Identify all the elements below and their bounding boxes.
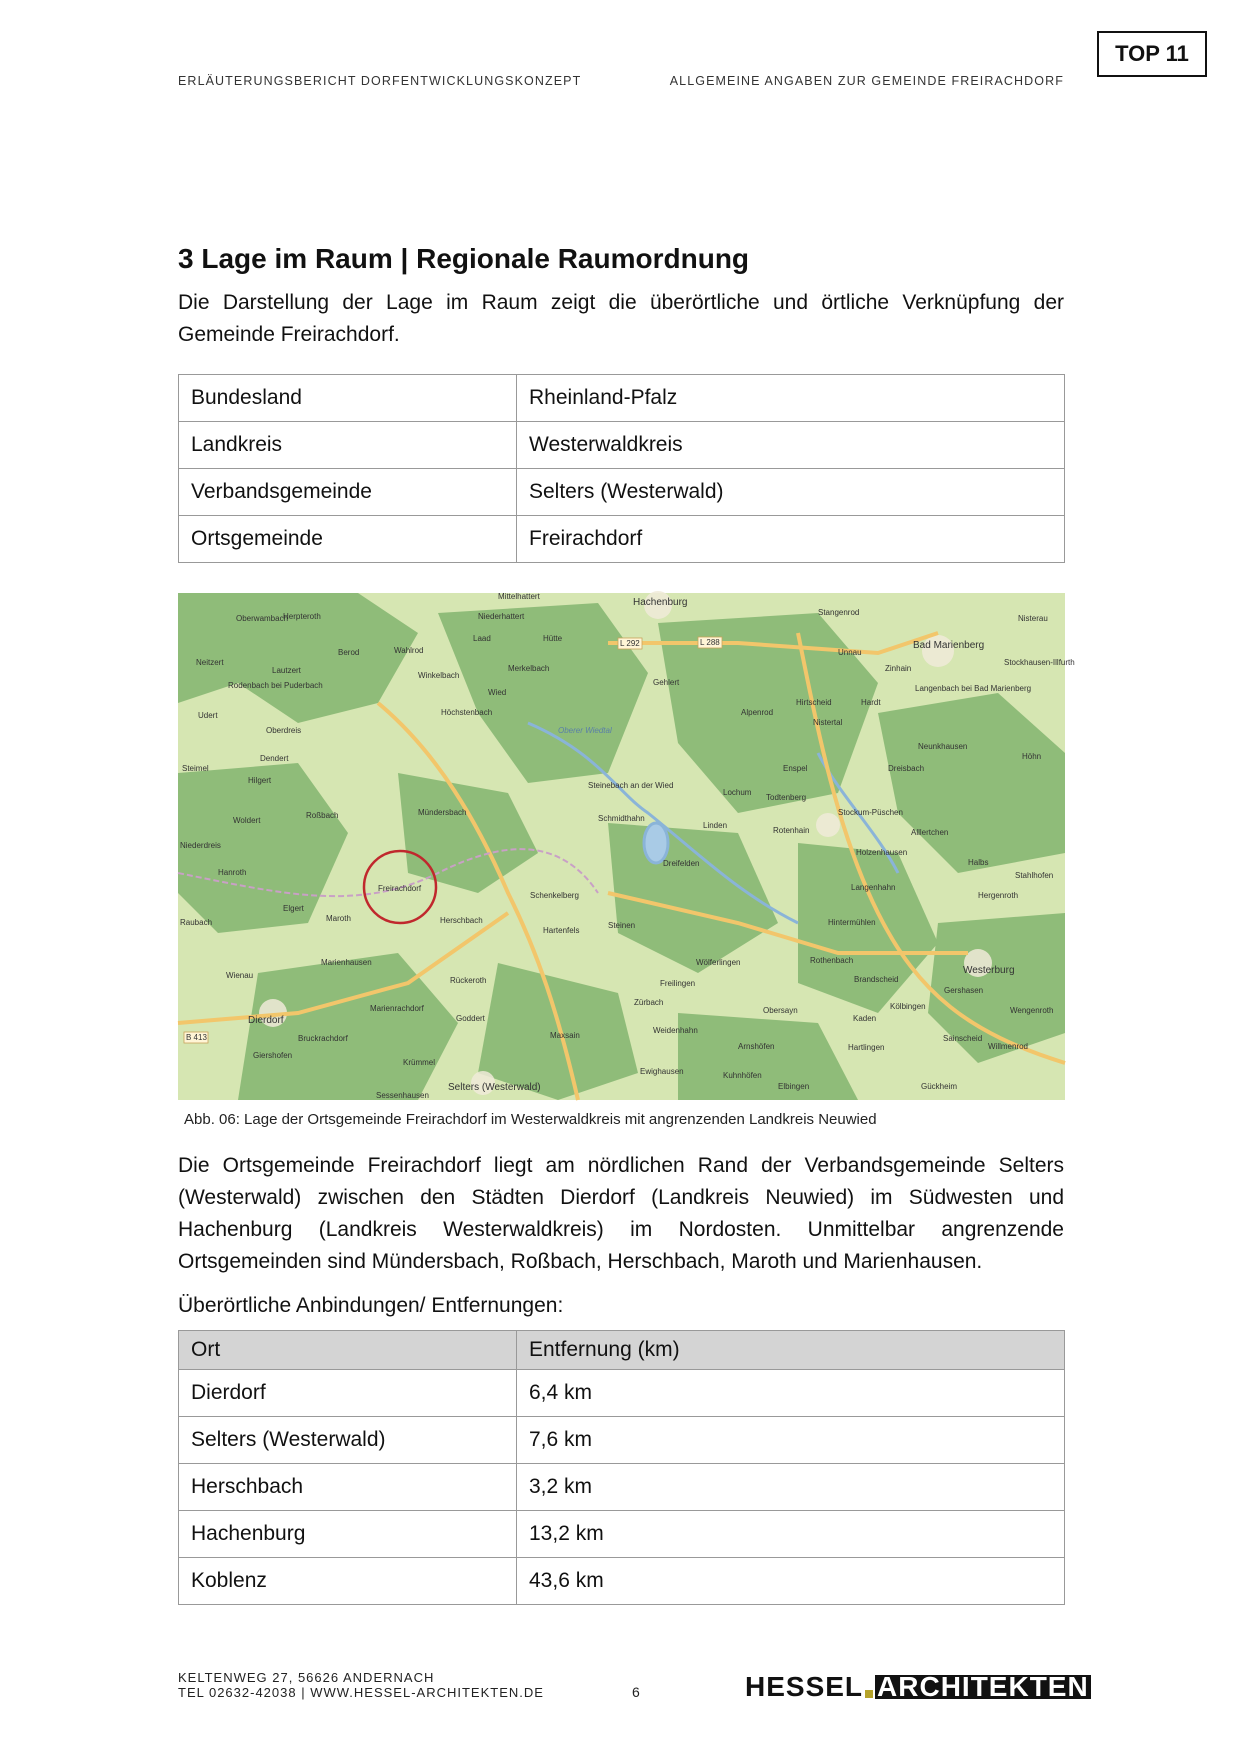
- ort-cell: Hachenburg: [179, 1511, 517, 1558]
- road-label: B 413: [186, 1033, 207, 1042]
- map-label: Gückheim: [921, 1082, 958, 1091]
- map-label: Lochum: [723, 788, 752, 797]
- map-label: Hintermühlen: [828, 918, 876, 927]
- map-label: Hartenfels: [543, 926, 580, 935]
- map-label: Langenhahn: [851, 883, 896, 892]
- map-label: Merkelbach: [508, 664, 550, 673]
- map-label: Willmenrod: [988, 1042, 1029, 1051]
- map-label: Steinebach an der Wied: [588, 781, 674, 790]
- map-label: Höhn: [1022, 752, 1042, 761]
- map-label: Hanroth: [218, 868, 247, 877]
- column-header: Ort: [179, 1331, 517, 1370]
- map-label: Halbs: [968, 858, 989, 867]
- table-row: [179, 516, 1065, 563]
- map-label: Wahlrod: [394, 646, 424, 655]
- map-label: Kölbingen: [890, 1002, 926, 1011]
- map-label: Rotenhain: [773, 826, 810, 835]
- map-label: Kuhnhöfen: [723, 1071, 762, 1080]
- map-label: Westerburg: [963, 965, 1015, 976]
- map-label: Hartlingen: [848, 1043, 885, 1052]
- map-label: Wölferlingen: [696, 958, 741, 967]
- map-label: Alllertchen: [911, 828, 949, 837]
- map-label: Dreisbach: [888, 764, 925, 773]
- map-label: Steinen: [608, 921, 636, 930]
- map-label: Bad Marienberg: [913, 640, 985, 651]
- map-label: Herschbach: [440, 916, 483, 925]
- map-label: Wienau: [226, 971, 254, 980]
- table-row: [179, 375, 1065, 422]
- footer-address-block: [178, 1670, 544, 1700]
- logo-dot: [865, 1690, 873, 1698]
- map-label: Rückeroth: [450, 976, 487, 985]
- map-label: Udert: [198, 711, 218, 720]
- map-label: Stockum-Püschen: [838, 808, 903, 817]
- map-label: Woldert: [233, 816, 261, 825]
- ort-cell: Dierdorf: [179, 1370, 517, 1417]
- map-label: Marienhausen: [321, 958, 372, 967]
- map-label: Hütte: [543, 634, 563, 643]
- company-logo: [745, 1668, 1091, 1702]
- km-cell: 6,4 km: [517, 1370, 1065, 1417]
- map-label: Hardt: [861, 698, 881, 707]
- map-label: Roßbach: [306, 811, 339, 820]
- km-cell: 13,2 km: [517, 1511, 1065, 1558]
- map-label: Schenkelberg: [530, 891, 579, 900]
- map-label: Gershasen: [944, 986, 984, 995]
- map-label: Dreifelden: [663, 859, 700, 868]
- ort-cell: Herschbach: [179, 1464, 517, 1511]
- map-label: Gehlert: [653, 678, 680, 687]
- map-label: Oberwambach: [236, 614, 289, 623]
- info-value: Rheinland-Pfalz: [517, 375, 1065, 422]
- map-label: Steimel: [182, 764, 209, 773]
- map-label: Nisterau: [1018, 614, 1048, 623]
- map-label: Maxsain: [550, 1031, 580, 1040]
- map-label: Arnshöfen: [738, 1042, 775, 1051]
- road-label: L 292: [620, 639, 640, 648]
- table-row: [179, 1417, 1065, 1464]
- map-label: Weidenhahn: [653, 1026, 698, 1035]
- map-label: Mündersbach: [418, 808, 467, 817]
- info-value: Westerwaldkreis: [517, 422, 1065, 469]
- ort-cell: Selters (Westerwald): [179, 1417, 517, 1464]
- map-label: Zürbach: [634, 998, 664, 1007]
- map-label: Nistertal: [813, 718, 843, 727]
- map-label: Hilgert: [248, 776, 272, 785]
- map-label: Hirtscheid: [796, 698, 832, 707]
- map-label: Holzenhausen: [856, 848, 908, 857]
- map-label: Zinhain: [885, 664, 912, 673]
- info-label: Verbandsgemeinde: [179, 469, 517, 516]
- header-left: ERLÄUTERUNGSBERICHT DORFENTWICKLUNGSKONZEPT: [178, 74, 582, 88]
- map-label: Linden: [703, 821, 728, 830]
- section-title: 3 Lage im Raum | Regionale Raumordnung: [178, 243, 750, 274]
- map-canvas: [178, 592, 1075, 1100]
- map-label: Todtenberg: [766, 793, 807, 802]
- column-header: Entfernung (km): [517, 1331, 1065, 1370]
- map-label: Goddert: [456, 1014, 485, 1023]
- map-label: Enspel: [783, 764, 808, 773]
- map-label: Stockhausen-Illfurth: [1004, 658, 1075, 667]
- map-label: Freilingen: [660, 979, 696, 988]
- km-cell: 43,6 km: [517, 1558, 1065, 1605]
- map-label: Kaden: [853, 1014, 877, 1023]
- table-header-row: [179, 1331, 1065, 1370]
- map-label: Schmidthahn: [598, 814, 645, 823]
- table-row: [179, 1558, 1065, 1605]
- map-label: Brandscheid: [854, 975, 899, 984]
- map-caption: Abb. 06: Lage der Ortsgemeinde Freirachdorf im Westerwaldkreis mit angrenzenden Landkreis Neuwied: [184, 1111, 877, 1128]
- map-label: Dendert: [260, 754, 289, 763]
- info-label: Ortsgemeinde: [179, 516, 517, 563]
- top-badge: TOP 11: [1097, 31, 1207, 77]
- map-label: Neunkhausen: [918, 742, 968, 751]
- map-label: Wied: [488, 688, 507, 697]
- info-table: [178, 374, 1065, 563]
- map-label: Winkelbach: [418, 671, 460, 680]
- map-label: Bruckrachdorf: [298, 1034, 348, 1043]
- body-paragraph: Die Ortsgemeinde Freirachdorf liegt am nördlichen Rand der Verbandsgemeinde Selters (Westerwald) zwischen den Städten Dierdorf (Landkreis Neuwied) im Südwesten und Hachenburg (Landkreis Westerwaldkreis) im Nordosten. Unmittelbar angrenzende Ortsgemeinden sind Mündersbach, Roßbach, Herschbach, Maroth und Marienhausen.: [178, 1154, 1064, 1273]
- map-label: Marienrachdorf: [370, 1004, 424, 1013]
- map-label: Niederdreis: [180, 841, 221, 850]
- map-label: Elbingen: [778, 1082, 810, 1091]
- map-label: Dierdorf: [248, 1015, 284, 1026]
- map-label: Oberdreis: [266, 726, 302, 735]
- footer-contact: TEL 02632-42038 | WWW.HESSEL-ARCHITEKTEN.DE: [178, 1685, 544, 1700]
- map-label: Rothenbach: [810, 956, 854, 965]
- map-label: Rodenbach bei Puderbach: [228, 681, 323, 690]
- map-label: Ewighausen: [640, 1067, 684, 1076]
- map-label: Hachenburg: [633, 597, 688, 608]
- map-label: Raubach: [180, 918, 213, 927]
- table-row: [179, 469, 1065, 516]
- map-label: Mittelhattert: [498, 592, 540, 601]
- table-row: [179, 1511, 1065, 1558]
- map-label: Elgert: [283, 904, 304, 913]
- map-label: Alpenrod: [741, 708, 774, 717]
- header-right: ALLGEMEINE ANGABEN ZUR GEMEINDE FREIRACHDORF: [669, 74, 1064, 88]
- map-label: Höchstenbach: [441, 708, 493, 717]
- page-number: 6: [632, 1684, 640, 1700]
- table-row: [179, 1370, 1065, 1417]
- km-cell: 7,6 km: [517, 1417, 1065, 1464]
- table-row: [179, 422, 1065, 469]
- map-label: Berod: [338, 648, 360, 657]
- map-label: Herpteroth: [283, 612, 321, 621]
- map-label: Sainscheid: [943, 1034, 983, 1043]
- distances-label: Überörtliche Anbindungen/ Entfernungen:: [178, 1294, 564, 1317]
- map-label: Langenbach bei Bad Marienberg: [915, 684, 1032, 693]
- table-row: [179, 1464, 1065, 1511]
- info-label: Bundesland: [179, 375, 517, 422]
- map-label: Hergenroth: [978, 891, 1019, 900]
- map-label: Obersayn: [763, 1006, 798, 1015]
- map-label: Lautzert: [272, 666, 301, 675]
- map-label: Oberer Wiedtal: [558, 726, 612, 735]
- map-label: Neitzert: [196, 658, 224, 667]
- map-label: Giershofen: [253, 1051, 293, 1060]
- map-label: Unnau: [838, 648, 862, 657]
- road-label: L 288: [700, 638, 720, 647]
- info-label: Landkreis: [179, 422, 517, 469]
- ort-cell: Koblenz: [179, 1558, 517, 1605]
- distance-table: [178, 1330, 1065, 1605]
- map-label: Freirachdorf: [378, 884, 422, 893]
- map-label: Selters (Westerwald): [448, 1082, 541, 1093]
- map-label: Wengenroth: [1010, 1006, 1054, 1015]
- map-label: Niederhattert: [478, 612, 525, 621]
- map-label: Sessenhausen: [376, 1091, 429, 1100]
- logo-text-right: ARCHITEKTEN: [877, 1671, 1089, 1702]
- map-label: Maroth: [326, 914, 351, 923]
- map-label: Stangenrod: [818, 608, 860, 617]
- map-label: Krümmel: [403, 1058, 436, 1067]
- location-map: [178, 592, 1075, 1100]
- map-label: Stahlhofen: [1015, 871, 1054, 880]
- info-value: Freirachdorf: [517, 516, 1065, 563]
- info-value: Selters (Westerwald): [517, 469, 1065, 516]
- map-label: Laad: [473, 634, 491, 643]
- logo-text-left: HESSEL: [745, 1671, 864, 1702]
- km-cell: 3,2 km: [517, 1464, 1065, 1511]
- footer-address: KELTENWEG 27, 56626 ANDERNACH: [178, 1670, 435, 1685]
- intro-paragraph: Die Darstellung der Lage im Raum zeigt die überörtliche und örtliche Verknüpfung der Gemeinde Freirachdorf.: [178, 291, 1064, 346]
